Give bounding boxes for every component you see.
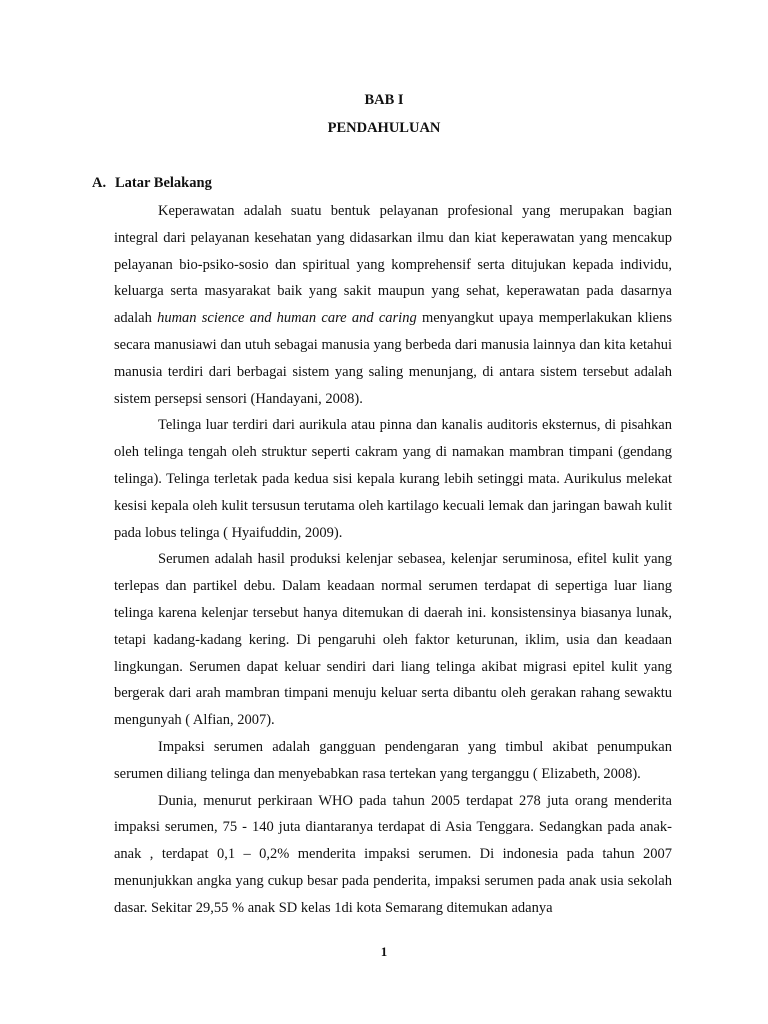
section-title: Latar Belakang bbox=[115, 175, 212, 191]
paragraph-1-italic-phrase: human science and human care and caring bbox=[157, 310, 417, 327]
page-number: 1 bbox=[380, 944, 388, 959]
paragraph-1-text-before: Keperawatan adalah suatu bentuk pelayanan profesional yang merupakan bagian integral dari pelayanan kesehatan yang didasarkan ilmu dan kiat keperawatan yang mencakup pelayanan bio-psiko-sosio dan spiritual yang komprehensif serta ditujukan kepada individu, keluarga serta masyarakat baik yang sakit maupun yang sehat, keperawatan pada dasarnya adalah bbox=[114, 203, 672, 327]
chapter-title: PENDAHULUAN bbox=[327, 120, 441, 136]
paragraph-2: Telinga luar terdiri dari aurikula atau pinna dan kanalis auditoris eksternus, di pisahkan oleh telinga tengah oleh struktur seperti cakram yang di namakan mambran timpani (gendang telinga). Telinga terletak pada kedua sisi kepala kurang lebih setinggi mata. Aurikulus melekat kesisi kepala oleh kulit tersusun terutama oleh kartilago kecuali lemak dan jaringan bawah kulit pada lobus telinga ( Hyaifuddin, 2009). bbox=[114, 417, 672, 541]
paragraph-3: Serumen adalah hasil produksi kelenjar sebasea, kelenjar seruminosa, efitel kulit yang terlepas dan partikel debu. Dalam keadaan normal serumen terdapat di sepertiga luar liang telinga karena kelenjar tersebut hanya ditemukan di daerah ini. konsistensinya biasanya lunak, tetapi kadang-kadang kering. Di pengaruhi oleh faktor keturunan, iklim, usia dan keadaan lingkungan. Serumen dapat keluar sendiri dari liang telinga akibat migrasi epitel kulit yang bergerak dari arah mambran timpani menuju keluar serta dibantu oleh gerakan rahang sewaktu mengunyah ( Alfian, 2007). bbox=[114, 551, 672, 729]
paragraph-5: Dunia, menurut perkiraan WHO pada tahun 2005 terdapat 278 juta orang menderita impaksi serumen, 75 - 140 juta diantaranya terdapat di Asia Tenggara. Sedangkan pada anak-anak , terdapat 0,1 – 0,2% menderita impaksi serumen. Di indonesia pada tahun 2007 menunjukkan angka yang cukup besar pada penderita, impaksi serumen pada anak usia sekolah dasar. Sekitar 29,55 % anak SD kelas 1di kota Semarang ditemukan adanya bbox=[114, 792, 672, 916]
body-text bbox=[114, 198, 672, 922]
section-letter: A. bbox=[92, 175, 107, 191]
chapter-number: BAB I bbox=[364, 92, 404, 108]
paragraph-1 bbox=[114, 198, 672, 412]
paragraph-1-text-after: menyangkut upaya memperlakukan kliens secara manusiawi dan utuh sebagai manusia yang berbeda dari manusia lainnya dan kita ketahui manusia terdiri dari berbagai sistem yang saling menunjang, di antara sistem tersebut adalah sistem persepsi sensori (Handayani, 2008). bbox=[114, 310, 672, 407]
paragraph-4: Impaksi serumen adalah gangguan pendengaran yang timbul akibat penumpukan serumen diliang telinga dan menyebabkan rasa tertekan yang terganggu ( Elizabeth, 2008). bbox=[114, 738, 672, 782]
section-heading bbox=[92, 175, 212, 192]
